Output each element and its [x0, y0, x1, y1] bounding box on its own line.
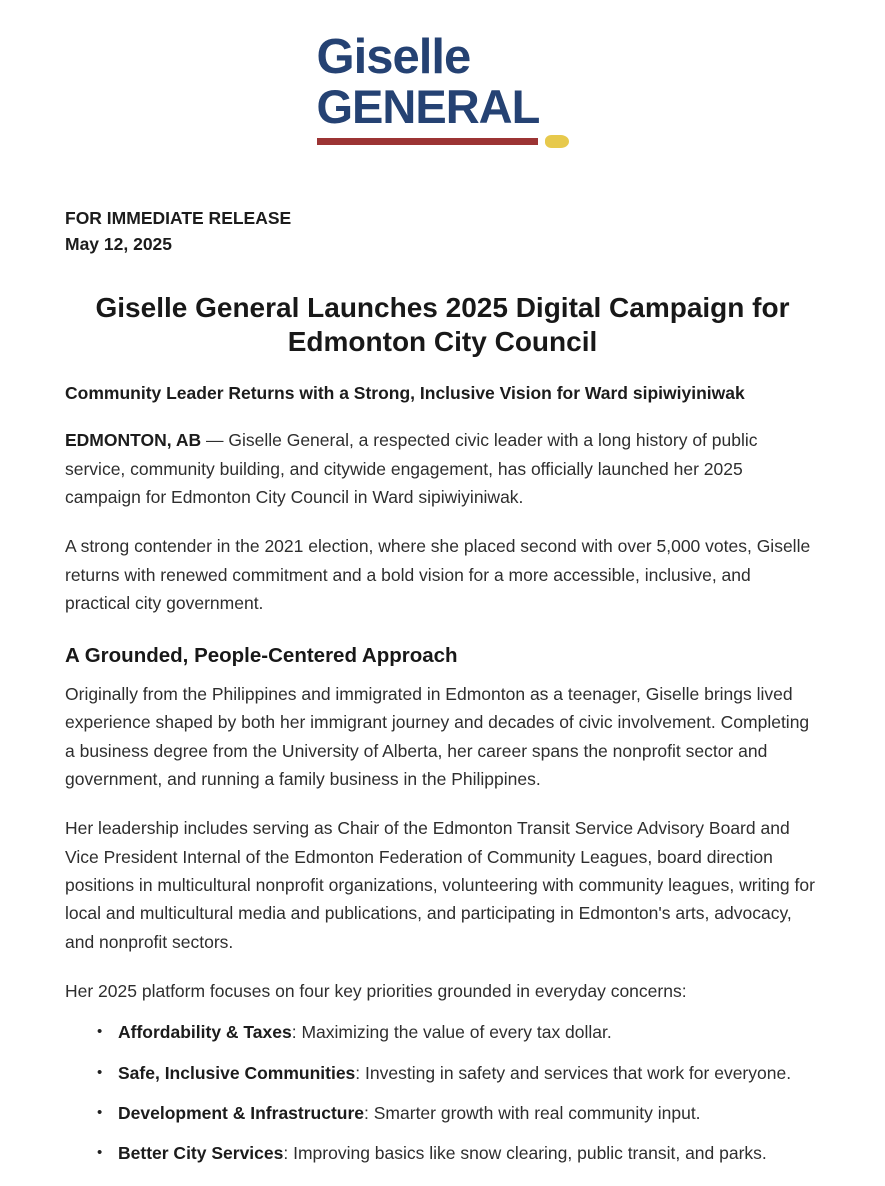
logo-red-bar	[317, 138, 538, 145]
bullet-desc: : Maximizing the value of every tax dollar.	[291, 1022, 612, 1043]
section-heading-approach: A Grounded, People-Centered Approach	[65, 644, 458, 668]
paragraph-leadership: Her leadership includes serving as Chair of the Edmonton Transit Service Advisory Board and Vice President Internal of the Edmonton Federation of Community Leagues, board direction positions in multicultural nonprofit organizations, volunteering with community leagues, writing for local and multicultural media and publications, and participating in Edmonton's arts, advocacy, and nonprofit sectors.	[65, 818, 815, 952]
logo-first-name: Giselle	[316, 30, 471, 84]
dateline-text: — Giselle General, a respected civic leader with a long history of public service, community building, and citywide engagement, has officially launched her 2025 campaign for Edmonton City Council in Ward sipiwiyiniwak.	[65, 430, 758, 507]
dateline-city: EDMONTON, AB	[65, 430, 202, 451]
bullet-term: Better City Services	[118, 1143, 284, 1164]
paragraph-background: Originally from the Philippines and immigrated in Edmonton as a teenager, Giselle brings lived experience shaped by both her immigrant journey and decades of civic involvement. Completing a business degree from the University of Alberta, her career spans the nonprofit sector and government, and running a family business in the Philippines.	[65, 683, 810, 789]
list-item	[65, 1100, 820, 1126]
headline: Giselle General Launches 2025 Digital Campaign for Edmonton City Council	[95, 292, 790, 358]
bullet-text	[118, 1060, 791, 1086]
bullet-term: Development & Infrastructure	[118, 1102, 365, 1123]
list-item	[65, 1019, 820, 1045]
release-block	[65, 205, 820, 258]
release-date: May 12, 2025	[65, 234, 173, 255]
subheadline: Community Leader Returns with a Strong, Inclusive Vision for Ward sipiwiyiniwak	[65, 382, 745, 403]
logo-gold-accent-icon	[545, 135, 569, 148]
paragraph-platform-intro: Her 2025 platform focuses on four key priorities grounded in everyday concerns:	[65, 980, 687, 1001]
platform-priority-list	[65, 1019, 820, 1166]
list-item	[65, 1060, 820, 1086]
bullet-term: Safe, Inclusive Communities	[118, 1062, 356, 1083]
bullet-desc: : Improving basics like snow clearing, public transit, and parks.	[283, 1143, 767, 1164]
bullet-text	[118, 1100, 701, 1126]
bullet-icon: •	[97, 1103, 103, 1121]
paragraph-dateline	[65, 426, 820, 511]
bullet-desc: : Investing in safety and services that work for everyone.	[355, 1062, 792, 1083]
bullet-icon: •	[97, 1144, 103, 1162]
logo-underline	[317, 135, 569, 148]
bullet-text	[118, 1019, 612, 1045]
campaign-logo	[316, 30, 569, 148]
bullet-icon: •	[97, 1063, 103, 1081]
logo-last-name: GENERAL	[316, 79, 540, 133]
bullet-term: Affordability & Taxes	[118, 1022, 292, 1043]
list-item	[65, 1140, 820, 1166]
paragraph-contender: A strong contender in the 2021 election, where she placed second with over 5,000 votes, Giselle returns with renewed commitment and a bold vision for a more accessible, inclusive, and practical city government.	[65, 536, 811, 613]
bullet-text	[118, 1140, 767, 1166]
bullet-desc: : Smarter growth with real community input.	[364, 1102, 701, 1123]
bullet-icon: •	[97, 1023, 103, 1041]
release-label: FOR IMMEDIATE RELEASE	[65, 207, 292, 228]
